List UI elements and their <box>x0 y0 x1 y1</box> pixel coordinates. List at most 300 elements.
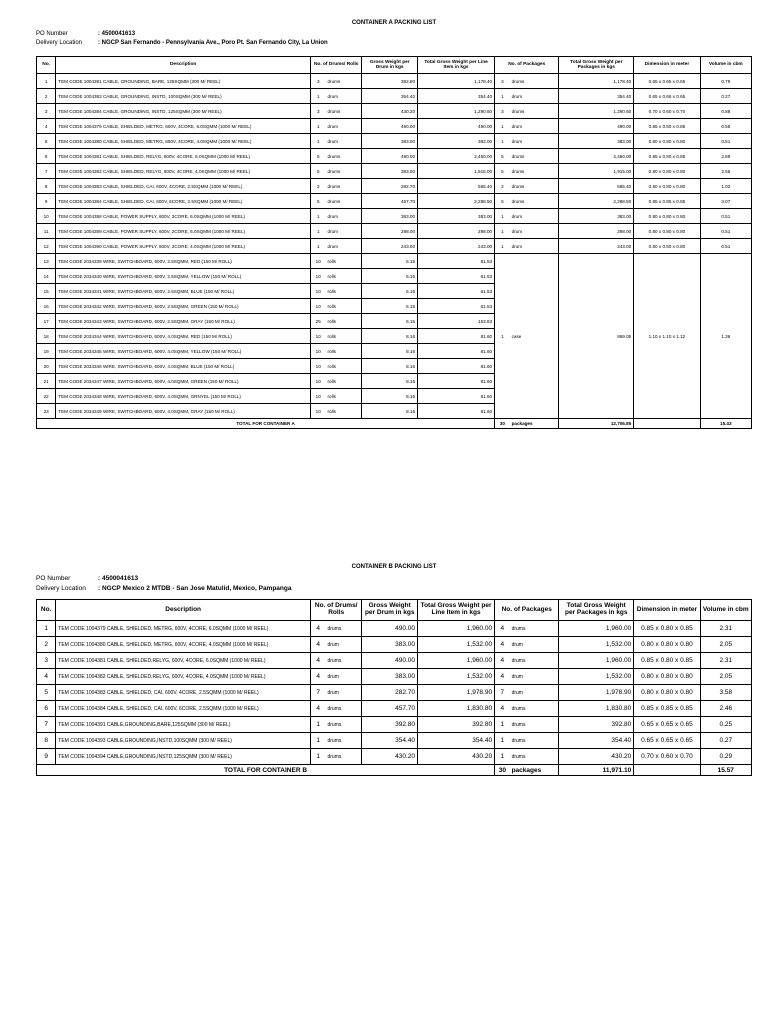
po-number-label: PO Number <box>36 31 68 37</box>
table-row <box>37 149 752 164</box>
row-dimension: 0.65 x 0.65 x 0.65 <box>634 733 700 749</box>
row-drum-unit: drums <box>325 717 361 733</box>
row-gross-per-drum: 6.15 <box>362 299 418 314</box>
row-package-qty: 4 <box>495 637 510 653</box>
row-number: 9 <box>37 194 56 209</box>
total-dimension-blank <box>634 765 700 776</box>
row-volume: 1.02 <box>700 179 751 194</box>
row-dimension: 0.80 x 0.80 x 0.80 <box>634 164 700 179</box>
row-volume: 0.51 <box>700 224 751 239</box>
row-description: TEM CODE 2034344 WIRE, SWITCHBOARD, 600V, 4.0SQMM, RED (150 M/ ROLL) <box>56 329 311 344</box>
row-gross-per-drum: 430.20 <box>362 104 418 119</box>
row-package-qty: 1 <box>495 733 510 749</box>
row-description: TEM CODE 1004380 CABLE, SHIELDED, METRG, 600V, 4CORE, 4.0SQMM (1000 M/ REEL) <box>56 637 311 653</box>
delivery-location-row <box>36 584 752 594</box>
row-dimension: 0.80 x 0.80 x 0.80 <box>634 239 700 254</box>
row-drum-unit: drums <box>325 621 361 637</box>
row-total-gross-pkg: 298.00 <box>559 224 634 239</box>
row-package-qty: 5 <box>495 149 510 164</box>
row-description: TEM CODE 1004383 CABLE, SHIELDED, CAI, 600V, 4CORE, 2.5SQMM (1000 M/ REEL) <box>56 179 311 194</box>
row-drum-unit: drums <box>325 179 361 194</box>
row-volume: 2.46 <box>700 701 751 717</box>
row-description: TEM CODE 2034348 WIRE, SWITCHBOARD, 600V, 4.0SQMM, GRNYEL (150 M/ ROLL) <box>56 389 311 404</box>
row-volume: 0.58 <box>700 119 751 134</box>
row-dimension: 0.65 x 0.65 x 0.65 <box>634 717 700 733</box>
row-package-unit: drums <box>510 194 559 209</box>
row-description: TEM CODE 2034340 WIRE, SWITCHBOARD, 600V, 2.5SQMM, YELLOW (150 M/ ROLL) <box>56 269 311 284</box>
row-dimension: 0.80 x 0.80 x 0.80 <box>634 134 700 149</box>
row-dimension: 0.85 x 0.85 x 0.85 <box>634 194 700 209</box>
row-drum-unit: drums <box>325 74 361 89</box>
row-total-gross-line: 153.83 <box>418 314 495 329</box>
row-dimension: 0.80 x 0.80 x 0.80 <box>634 669 700 685</box>
row-gross-per-drum: 457.70 <box>362 194 418 209</box>
row-drum-qty: 10 <box>311 389 326 404</box>
row-package-qty: 1 <box>495 119 510 134</box>
row-package-unit: drums <box>510 701 559 717</box>
row-total-gross-line: 81.60 <box>418 404 495 419</box>
total-row <box>37 765 752 776</box>
header-packages: No. of Packages <box>495 600 559 621</box>
row-total-gross-line: 1,532.00 <box>418 669 495 685</box>
row-volume: 2.56 <box>700 164 751 179</box>
row-dimension: 0.85 x 0.80 x 0.85 <box>634 653 700 669</box>
row-description: TEM CODE 1004380 CABLE, SHIELDED, METRG, 600V, 4CORE, 4.0SQMM (1000 M/ REEL) <box>56 134 311 149</box>
row-total-gross-line: 490.00 <box>418 119 495 134</box>
row-number: 21 <box>37 374 56 389</box>
row-total-gross-line: 1,830.80 <box>418 701 495 717</box>
row-gross-per-drum: 243.00 <box>362 239 418 254</box>
table-row <box>37 637 752 653</box>
row-drum-unit: rolls <box>325 344 361 359</box>
row-number: 6 <box>37 149 56 164</box>
row-drum-unit: drum <box>325 224 361 239</box>
row-package-qty: 5 <box>495 164 510 179</box>
row-gross-per-drum: 490.00 <box>362 149 418 164</box>
row-drum-unit: drums <box>325 701 361 717</box>
row-package-unit: drums <box>510 104 559 119</box>
row-total-gross-line: 61.53 <box>418 269 495 284</box>
row-package-unit: drum <box>510 224 559 239</box>
row-description: TEM CODE 2034347 WIRE, SWITCHBOARD, 600V, 4.0SQMM, GREEN (150 M/ ROLL) <box>56 374 311 389</box>
header-volume: Volume in cbm <box>700 600 751 621</box>
row-drum-qty: 1 <box>311 89 326 104</box>
row-package-qty: 7 <box>495 685 510 701</box>
row-package-qty: 3 <box>495 74 510 89</box>
row-package-unit: drum <box>510 89 559 104</box>
row-number: 10 <box>37 209 56 224</box>
row-number: 18 <box>37 329 56 344</box>
row-drum-unit: rolls <box>325 389 361 404</box>
total-packages: 30 <box>495 765 510 776</box>
row-gross-per-drum: 392.80 <box>362 717 418 733</box>
row-volume: 0.79 <box>700 74 751 89</box>
row-total-gross-pkg: 1,915.00 <box>559 164 634 179</box>
row-description: TEM CODE 1004391 CABLE,GROUNDING,BARE,125SQMM (300 M/ REEL) <box>56 717 311 733</box>
row-number: 19 <box>37 344 56 359</box>
total-label: TOTAL FOR CONTAINER A <box>37 419 495 429</box>
row-drum-qty: 1 <box>311 717 326 733</box>
row-total-gross-line: 298.00 <box>418 224 495 239</box>
row-total-gross-pkg: 1,960.00 <box>559 621 634 637</box>
row-drum-qty: 4 <box>311 669 326 685</box>
row-drum-unit: drum <box>325 239 361 254</box>
table-row <box>37 239 752 254</box>
row-dimension: 0.70 x 0.60 x 0.70 <box>634 104 700 119</box>
delivery-location-value: : NGCP Mexico 2 MTDB - San Jose Matulid, Mexico, Pampanga <box>98 585 292 592</box>
row-gross-per-drum: 383.00 <box>362 134 418 149</box>
row-number: 2 <box>37 89 56 104</box>
row-gross-per-drum: 298.00 <box>362 224 418 239</box>
row-package-qty: 1 <box>495 209 510 224</box>
row-total-gross-line: 1,960.00 <box>418 621 495 637</box>
case-volume: 1.36 <box>700 254 751 419</box>
header-gross-per-drum: Gross Weight per Drum in kgs <box>362 600 418 621</box>
row-gross-per-drum: 8.16 <box>362 359 418 374</box>
row-total-gross-pkg: 2,288.50 <box>559 194 634 209</box>
row-drum-qty: 4 <box>311 637 326 653</box>
row-dimension: 0.80 x 0.80 x 0.80 <box>634 637 700 653</box>
row-drum-qty: 10 <box>311 329 326 344</box>
row-total-gross-pkg: 1,290.60 <box>559 104 634 119</box>
row-gross-per-drum: 354.40 <box>362 733 418 749</box>
row-drum-qty: 1 <box>311 119 326 134</box>
row-number: 7 <box>37 717 56 733</box>
row-total-gross-pkg: 565.40 <box>559 179 634 194</box>
row-gross-per-drum: 490.00 <box>362 653 418 669</box>
table-row <box>37 733 752 749</box>
table-row <box>37 194 752 209</box>
row-total-gross-line: 61.53 <box>418 254 495 269</box>
row-gross-per-drum: 383.00 <box>362 669 418 685</box>
row-gross-per-drum: 383.00 <box>362 637 418 653</box>
table-row <box>37 119 752 134</box>
row-drum-unit: drum <box>325 685 361 701</box>
row-package-unit: drum <box>510 669 559 685</box>
row-package-qty: 4 <box>495 621 510 637</box>
row-package-unit: drums <box>510 149 559 164</box>
row-package-unit: drum <box>510 134 559 149</box>
row-description: TEM CODE 2034339 WIRE, SWITCHBOARD, 600V, 2.5SQMM, RED (150 M/ ROLL) <box>56 254 311 269</box>
row-package-unit: drums <box>510 717 559 733</box>
table-row <box>37 74 752 89</box>
row-gross-per-drum: 8.16 <box>362 374 418 389</box>
row-drum-qty: 4 <box>311 621 326 637</box>
row-package-qty: 1 <box>495 89 510 104</box>
row-dimension: 0.85 x 0.80 x 0.85 <box>634 119 700 134</box>
row-drum-unit: rolls <box>325 359 361 374</box>
row-package-qty: 5 <box>495 194 510 209</box>
header-total-gross-line: Total Gross Weight per Line Item in kgs <box>418 57 495 74</box>
row-package-unit: drums <box>510 74 559 89</box>
row-drum-unit: rolls <box>325 404 361 419</box>
row-total-gross-pkg: 383.00 <box>559 209 634 224</box>
row-total-gross-line: 383.00 <box>418 134 495 149</box>
po-number-row <box>36 574 752 584</box>
row-total-gross-pkg: 1,978.90 <box>559 685 634 701</box>
row-drum-qty: 4 <box>311 701 326 717</box>
row-gross-per-drum: 6.15 <box>362 269 418 284</box>
row-number: 7 <box>37 164 56 179</box>
row-number: 6 <box>37 701 56 717</box>
row-drum-qty: 1 <box>311 224 326 239</box>
row-drum-qty: 1 <box>311 749 326 765</box>
row-drum-qty: 10 <box>311 374 326 389</box>
row-total-gross-pkg: 430.20 <box>559 749 634 765</box>
row-total-gross-pkg: 243.00 <box>559 239 634 254</box>
table-row <box>37 701 752 717</box>
row-total-gross-line: 61.53 <box>418 284 495 299</box>
row-description: TEM CODE 1004388 CABLE, POWER SUPPLY, 600V, 3CORE, 6.0SQMM (1000 M/ REEL) <box>56 209 311 224</box>
delivery-location-row <box>36 39 752 48</box>
row-total-gross-pkg: 1,532.00 <box>559 637 634 653</box>
row-drum-unit: rolls <box>325 254 361 269</box>
header-packages: No. of Packages <box>495 57 559 74</box>
case-package-unit: case <box>510 254 559 419</box>
header-total-gross-line: Total Gross Weight per Line Item in kgs <box>418 600 495 621</box>
table-row <box>37 134 752 149</box>
row-volume: 0.27 <box>700 733 751 749</box>
row-number: 13 <box>37 254 56 269</box>
table-row <box>37 224 752 239</box>
header-gross-per-drum: Gross Weight per Drum in kgs <box>362 57 418 74</box>
row-total-gross-line: 565.40 <box>418 179 495 194</box>
table-header-row <box>37 57 752 74</box>
row-package-qty: 3 <box>495 104 510 119</box>
row-package-qty: 1 <box>495 239 510 254</box>
row-gross-per-drum: 6.15 <box>362 314 418 329</box>
row-drum-unit: drums <box>325 194 361 209</box>
row-total-gross-line: 1,178.40 <box>418 74 495 89</box>
row-total-gross-line: 430.20 <box>418 749 495 765</box>
container-b-table <box>36 599 752 776</box>
row-number: 17 <box>37 314 56 329</box>
row-gross-per-drum: 392.80 <box>362 74 418 89</box>
row-package-qty: 2 <box>495 179 510 194</box>
row-package-qty: 1 <box>495 749 510 765</box>
po-number-label: PO Number <box>36 575 71 582</box>
row-description: TEM CODE 2034349 WIRE, SWITCHBOARD, 600V, 4.0SQMM, GRAY (150 M/ ROLL) <box>56 404 311 419</box>
row-gross-per-drum: 430.20 <box>362 749 418 765</box>
row-drum-qty: 2 <box>311 179 326 194</box>
row-number: 2 <box>37 637 56 653</box>
total-row <box>37 419 752 429</box>
row-drum-qty: 10 <box>311 254 326 269</box>
po-number-value: : 4500041613 <box>98 575 139 582</box>
row-package-unit: drums <box>510 164 559 179</box>
row-gross-per-drum: 8.16 <box>362 329 418 344</box>
row-description: TEM CODE 1004384 CABLE, SHIELDED, CAI, 600V, 6CORE, 2.5SQMM (1000 M/ REEL) <box>56 194 311 209</box>
row-total-gross-line: 1,960.00 <box>418 653 495 669</box>
row-dimension: 0.80 x 0.80 x 0.80 <box>634 224 700 239</box>
row-total-gross-line: 1,915.00 <box>418 164 495 179</box>
header-drums: No. of Drums/ Rolls <box>311 57 362 74</box>
row-package-unit: drum <box>510 209 559 224</box>
row-drum-unit: rolls <box>325 299 361 314</box>
po-number-value: : 4500041613 <box>98 31 136 37</box>
row-description: TEM CODE 1004383 CABLE, GROUNDING, INSTD, 100SQMM (300 M/ REEL) <box>56 89 311 104</box>
row-total-gross-line: 1,978.90 <box>418 685 495 701</box>
row-gross-per-drum: 8.16 <box>362 404 418 419</box>
row-package-unit: drums <box>510 621 559 637</box>
row-total-gross-pkg: 490.00 <box>559 119 634 134</box>
row-description: TEM CODE 1004383 CABLE, SHIELDED, CAI, 600V, 4CORE, 2.5SQMM (1000 M/ REEL) <box>56 685 311 701</box>
row-drum-qty: 5 <box>311 149 326 164</box>
container-a-section <box>36 18 752 429</box>
row-description: TEM CODE 1004389 CABLE, POWER SUPPLY, 600V, 2CORE, 6.0SQMM (1000 M/ REEL) <box>56 224 311 239</box>
table-row <box>37 179 752 194</box>
header-description: Description <box>56 600 311 621</box>
row-volume: 0.29 <box>700 749 751 765</box>
row-drum-qty: 5 <box>311 194 326 209</box>
row-package-unit: drums <box>510 749 559 765</box>
row-drum-unit: drums <box>325 733 361 749</box>
row-drum-qty: 25 <box>311 314 326 329</box>
row-description: TEM CODE 1004394 CABLE,GROUNDING,INSTD,125SQMM (300 M/ REEL) <box>56 749 311 765</box>
row-number: 23 <box>37 404 56 419</box>
row-volume: 0.27 <box>700 89 751 104</box>
total-volume: 15.57 <box>700 765 751 776</box>
row-dimension: 0.65 x 0.65 x 0.65 <box>634 89 700 104</box>
row-total-gross-pkg: 1,178.40 <box>559 74 634 89</box>
row-gross-per-drum: 6.15 <box>362 284 418 299</box>
row-gross-per-drum: 8.16 <box>362 389 418 404</box>
row-description: TEM CODE 1004393 CABLE,GROUNDING,INSTD,100SQMM (300 M/ REEL) <box>56 733 311 749</box>
row-number: 5 <box>37 685 56 701</box>
row-description: TEM CODE 1004379 CABLE, SHIELDED, METRG, 600V, 4CORE, 6.0SQMM (1000 M/ REEL) <box>56 621 311 637</box>
row-total-gross-line: 81.60 <box>418 374 495 389</box>
row-drum-unit: rolls <box>325 284 361 299</box>
row-dimension: 0.85 x 0.80 x 0.85 <box>634 621 700 637</box>
row-drum-qty: 10 <box>311 344 326 359</box>
header-volume: Volume in cbm <box>700 57 751 74</box>
table-row <box>37 653 752 669</box>
row-volume: 2.89 <box>700 149 751 164</box>
row-dimension: 0.80 x 0.80 x 0.80 <box>634 179 700 194</box>
row-drum-unit: drum <box>325 209 361 224</box>
table-row <box>37 164 752 179</box>
row-drum-qty: 1 <box>311 733 326 749</box>
row-description: TEM CODE 1004381 CABLE, GROUNDING, BARE, 125SQMM (300 M/ REEL) <box>56 74 311 89</box>
row-drum-unit: drums <box>325 653 361 669</box>
header-dimension: Dimension in meter <box>634 57 700 74</box>
delivery-location-label: Delivery Location <box>36 40 83 46</box>
row-volume: 0.51 <box>700 209 751 224</box>
row-total-gross-line: 354.40 <box>418 89 495 104</box>
row-drum-qty: 10 <box>311 404 326 419</box>
row-volume: 2.31 <box>700 621 751 637</box>
row-gross-per-drum: 354.40 <box>362 89 418 104</box>
row-drum-qty: 1 <box>311 134 326 149</box>
table-header-row <box>37 600 752 621</box>
row-drum-qty: 3 <box>311 104 326 119</box>
row-description: TEM CODE 1004384 CABLE, GROUNDING, INSTD, 125SQMM (300 M/ REEL) <box>56 104 311 119</box>
row-package-qty: 4 <box>495 669 510 685</box>
header-total-gross-pkg: Total Gross Weight per Packages in kgs <box>559 57 634 74</box>
row-total-gross-line: 1,532.00 <box>418 637 495 653</box>
table-row <box>37 749 752 765</box>
row-gross-per-drum: 490.00 <box>362 621 418 637</box>
total-packages-unit: packages <box>510 419 559 429</box>
row-volume: 2.05 <box>700 669 751 685</box>
row-gross-per-drum: 6.15 <box>362 254 418 269</box>
row-number: 3 <box>37 653 56 669</box>
row-gross-per-drum: 383.00 <box>362 209 418 224</box>
total-volume: 15.43 <box>700 419 751 429</box>
row-dimension: 0.80 x 0.80 x 0.80 <box>634 209 700 224</box>
row-volume: 2.31 <box>700 653 751 669</box>
table-row <box>37 685 752 701</box>
row-description: TEM CODE 2034342 WIRE, SWITCHBOARD, 600V, 2.5SQMM, GREEN (150 M/ ROLL) <box>56 299 311 314</box>
row-number: 11 <box>37 224 56 239</box>
row-dimension: 0.70 x 0.60 x 0.70 <box>634 749 700 765</box>
row-drum-unit: rolls <box>325 374 361 389</box>
row-number: 16 <box>37 299 56 314</box>
row-description: TEM CODE 1004381 CABLE, SHIELDED,RELYG, 600V, 4CORE, 6.0SQMM (1000 M/ REEL) <box>56 653 311 669</box>
row-drum-qty: 5 <box>311 164 326 179</box>
row-total-gross-pkg: 2,450.00 <box>559 149 634 164</box>
total-label: TOTAL FOR CONTAINER B <box>37 765 495 776</box>
table-row <box>37 104 752 119</box>
row-description: TEM CODE 2034343 WIRE, SWITCHBOARD, 600V, 2.5SQMM, GRAY (150 M/ ROLL) <box>56 314 311 329</box>
row-total-gross-pkg: 1,960.00 <box>559 653 634 669</box>
row-description: TEM CODE 1004379 CABLE, SHIELDED, METRG, 600V, 4CORE, 6.0SQMM (1000 M/ REEL) <box>56 119 311 134</box>
row-package-unit: drum <box>510 685 559 701</box>
row-drum-unit: rolls <box>325 269 361 284</box>
row-gross-per-drum: 282.70 <box>362 179 418 194</box>
row-number: 5 <box>37 134 56 149</box>
row-description: TEM CODE 1004382 CABLE, SHIELDED, RELYG, 600V, 4CORE, 4.0SQMM (1000 M/ REEL) <box>56 164 311 179</box>
total-dimension-blank <box>634 419 700 429</box>
row-total-gross-line: 2,450.00 <box>418 149 495 164</box>
row-total-gross-line: 354.40 <box>418 733 495 749</box>
row-total-gross-line: 2,288.50 <box>418 194 495 209</box>
row-number: 12 <box>37 239 56 254</box>
row-drum-qty: 10 <box>311 299 326 314</box>
row-total-gross-line: 1,290.60 <box>418 104 495 119</box>
row-drum-unit: drum <box>325 119 361 134</box>
container-a-title: CONTAINER A PACKING LIST <box>351 20 437 26</box>
header-dimension: Dimension in meter <box>634 600 700 621</box>
row-drum-unit: drums <box>325 749 361 765</box>
row-description: TEM CODE 1004384 CABLE, SHIELDED, CAI, 600V, 6CORE, 2.5SQMM (1000 M/ REEL) <box>56 701 311 717</box>
row-description: TEM CODE 1004382 CABLE, SHIELDED,RELYG, 600V, 4CORE, 4.0SQMM (1000 M/ REEL) <box>56 669 311 685</box>
row-total-gross-pkg: 383.00 <box>559 134 634 149</box>
row-package-unit: drum <box>510 637 559 653</box>
row-drum-qty: 1 <box>311 209 326 224</box>
row-total-gross-pkg: 354.40 <box>559 733 634 749</box>
header-description: Description <box>56 57 311 74</box>
row-description: TEM CODE 2034346 WIRE, SWITCHBOARD, 600V, 4.0SQMM, BLUE (150 M/ ROLL) <box>56 359 311 374</box>
table-row <box>37 89 752 104</box>
row-volume: 2.05 <box>700 637 751 653</box>
row-package-qty: 1 <box>495 224 510 239</box>
row-package-unit: drum <box>510 119 559 134</box>
row-number: 1 <box>37 621 56 637</box>
row-drum-unit: drum <box>325 89 361 104</box>
container-b-meta <box>36 574 752 594</box>
container-b-section <box>36 562 752 776</box>
table-row <box>37 717 752 733</box>
row-number: 15 <box>37 284 56 299</box>
row-number: 14 <box>37 269 56 284</box>
case-total-gross-pkg: 869.05 <box>559 254 634 419</box>
container-b-title: CONTAINER B PACKING LIST <box>351 564 437 570</box>
total-packages-unit: packages <box>510 765 559 776</box>
row-total-gross-line: 81.60 <box>418 344 495 359</box>
container-a-meta <box>36 30 752 50</box>
row-description: TEM CODE 1004381 CABLE, SHIELDED, RELYG, 600V, 4CORE, 6.0SQMM (1000 M/ REEL) <box>56 149 311 164</box>
